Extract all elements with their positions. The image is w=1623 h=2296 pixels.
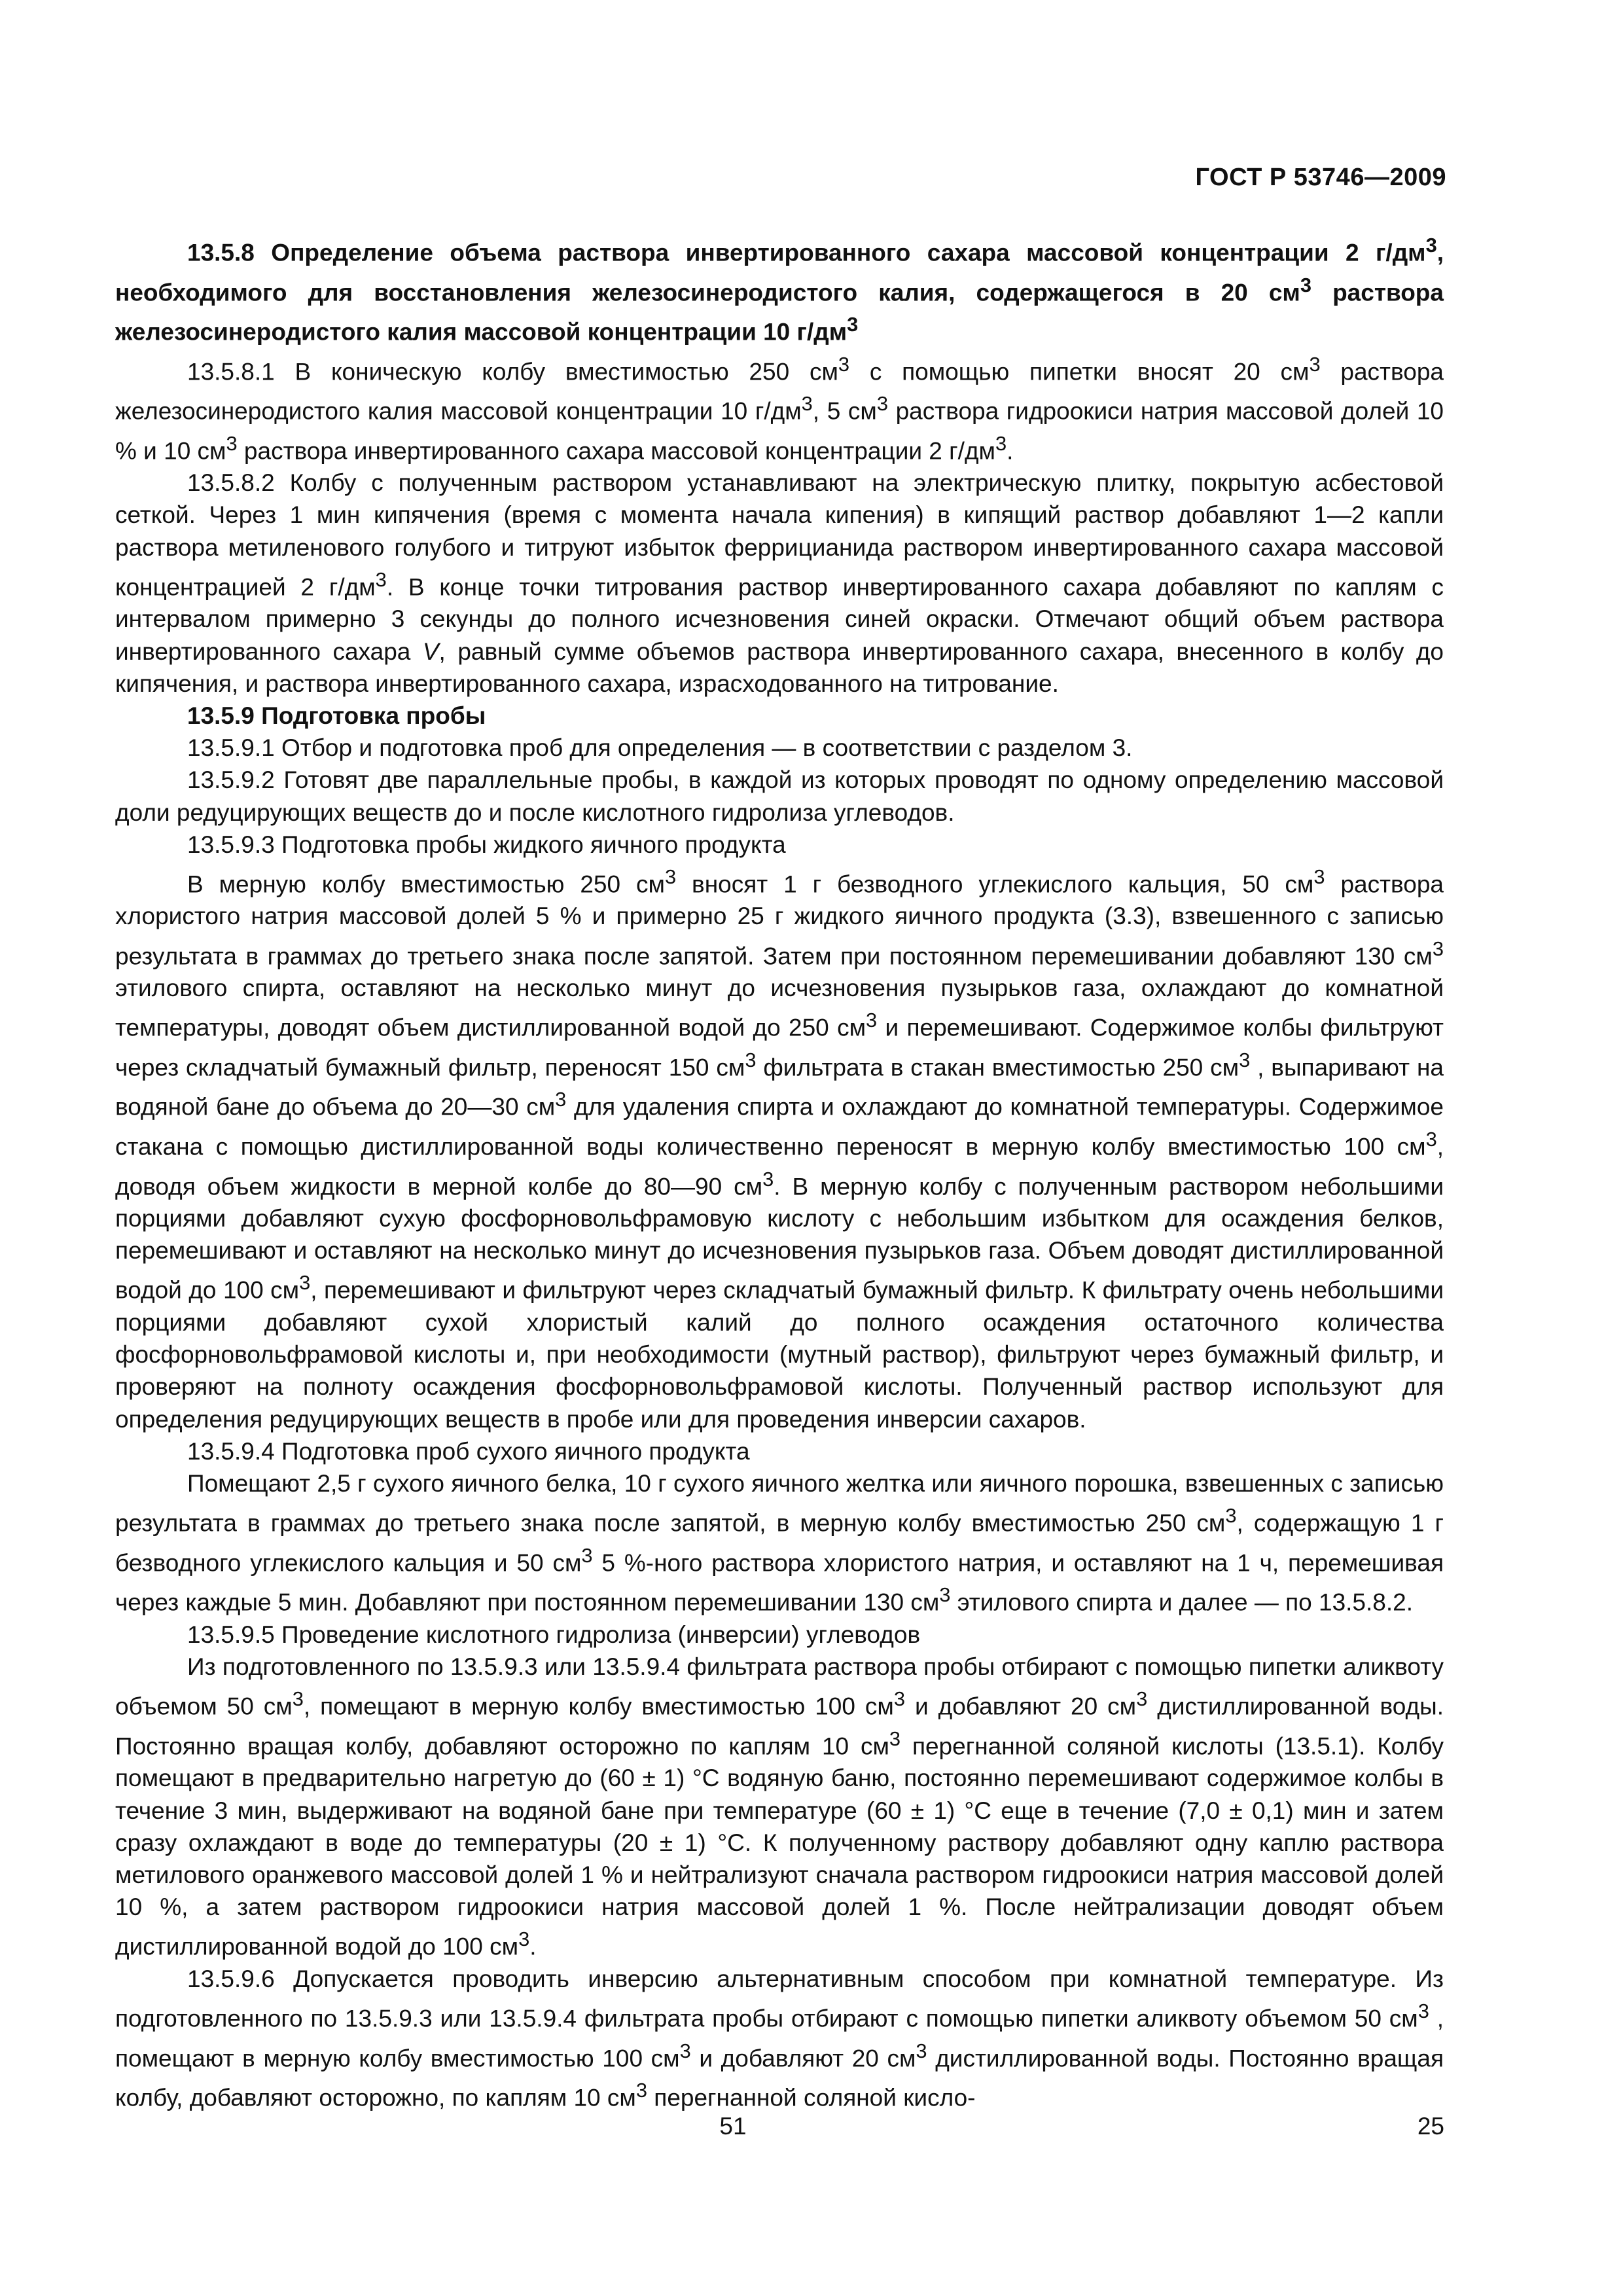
paragraph: 13.5.9.6 Допускается проводить инверсию альтернативным способом при комнатной температуре. Из подготовленного по 13.5.9.3 или 13.5.9.4 фильтрата пробы отбирают с помощью пипетки аликвоту объемом 50 $см^3$ , помещают в мерную колбу вместимостью 100 $см^3$ и добавляют 20 $см^3$ дистиллированной воды. Постоянно вращая колбу, добавляют осторожно, по каплям 10 $см^3$ перегнанной соляной кисло- <box>115 1965 1444 2111</box>
paragraph: 13.5.9.3 Подготовка пробы жидкого яичного продукта <box>187 831 786 858</box>
paragraph: 13.5.9.1 Отбор и подготовка проб для определения — в соответствии с разделом 3. <box>187 734 1133 762</box>
section-heading: 13.5.8 Определение объема раствора инвертированного сахара массовой концентрации 2 $г/дм^3$, необходимого для восстановления железосинеродистого калия, содержащегося в 20 $см^3$ раствора железосинеродистого калия массовой концентрации 10 $г/дм^3$ <box>115 234 1444 346</box>
paragraph: 13.5.8.1 В коническую колбу вместимостью 250 $см^3$ с помощью пипетки вносят 20 $см^3$ раствора железосинеродистого калия массовой концентрации 10 $г/дм^3$, 5 $см^3$ раствора гидроокиси натрия массовой долей 10 % и 10 $см^3$ раствора инвертированного сахара массовой концентрации 2 $г/дм^3$. <box>115 352 1444 464</box>
page-number-center: 51 <box>719 2113 747 2140</box>
paragraph: 13.5.9.4 Подготовка проб сухого яичного продукта <box>187 1437 750 1465</box>
document-body <box>115 229 1444 2114</box>
page-number-right: 25 <box>1417 2113 1444 2140</box>
paragraph: 13.5.9.2 Готовят две параллельные пробы, в каждой из которых проводят по одному определению массовой доли редуцирующих веществ до и после кислотного гидролиза углеводов. <box>115 766 1444 826</box>
section-heading: 13.5.9 Подготовка пробы <box>187 702 486 729</box>
paragraph: В мерную колбу вместимостью 250 $см^3$ вносят 1 г безводного углекислого кальция, 50 $см^3$ раствора хлористого натрия массовой долей 5 % и примерно 25 г жидкого яичного продукта (3.3), взвешенного с записью результата в граммах до третьего знака после запятой. Затем при постоянном перемешивании добавляют 130 $см^3$ этилового спирта, оставляют на несколько минут до исчезновения пузырьков газа, охлаждают до комнатной температуры, доводят объем дистиллированной водой до 250 $см^3$ и перемешивают. Содержимое колбы фильтруют через складчатый бумажный фильтр, переносят 150 $см^3$ фильтрата в стакан вместимостью 250 $см^3$ , выпаривают на водяной бане до объема до 20—30 $см^3$ для удаления спирта и охлаждают до комнатной температуры. Содержимое стакана с помощью дистиллированной воды количественно переносят в мерную колбу вместимостью 100 $см^3$, доводя объем жидкости в мерной колбе до 80—90 $см^3$. В мерную колбу с полученным раствором небольшими порциями добавляют сухую фосфорновольфрамовую кислоту с небольшим избытком для осаждения белков, перемешивают и оставляют на несколько минут до исчезновения пузырьков газа. Объем доводят дистиллированной водой до 100 $см^3$, перемешивают и фильтруют через складчатый бумажный фильтр. К фильтрату очень небольшими порциями добавляют сухой хлористый калий до полного осаждения остаточного количества фосфорновольфрамовой кислоты и, при необходимости (мутный раствор), фильтруют через бумажный фильтр, и проверяют на полноту осаждения фосфорновольфрамовой кислоты. Полученный раствор используют для определения редуцирующих веществ в пробе или для проведения инверсии сахаров. <box>115 865 1444 1433</box>
paragraph: 13.5.8.2 Колбу с полученным раствором устанавливают на электрическую плитку, покрытую асбестовой сеткой. Через 1 мин кипячения (время с момента начала кипения) в кипящий раствор добавляют 1—2 капли раствора метиленового голубого и титруют избыток феррицианида раствором инвертированного сахара массовой концентрацией 2 $г/дм^3$. В конце точки титрования раствор инвертированного сахара добавляют по каплям с интервалом примерно 3 секунды до полного исчезновения синей окраски. Отмечают общий объем раствора инвертированного сахара V, равный сумме объемов раствора инвертированного сахара, внесенного в колбу до кипячения, и раствора инвертированного сахара, израсходованного на титрование. <box>115 469 1444 697</box>
paragraph: 13.5.9.5 Проведение кислотного гидролиза (инверсии) углеводов <box>187 1621 921 1648</box>
paragraph: Помещают 2,5 г сухого яичного белка, 10 г сухого яичного желтка или яичного порошка, взвешенных с записью результата в граммах до третьего знака после запятой, в мерную колбу вместимостью 250 $см^3$, содержащую 1 г безводного углекислого кальция и 50 $см^3$ 5 %-ного раствора хлористого натрия, и оставляют на 1 ч, перемешивая через каждые 5 мин. Добавляют при постоянном перемешивании 130 $см^3$ этилового спирта и далее — по 13.5.8.2. <box>115 1470 1444 1616</box>
document-header: ГОСТ Р 53746—2009 <box>1195 164 1446 191</box>
paragraph: Из подготовленного по 13.5.9.3 или 13.5.9.4 фильтрата раствора пробы отбирают с помощью пипетки аликвоту объемом 50 $см^3$, помещают в мерную колбу вместимостью 100 $см^3$ и добавляют 20 $см^3$ дистиллированной воды. Постоянно вращая колбу, добавляют осторожно по каплям 10 $см^3$ перегнанной соляной кислоты (13.5.1). Колбу помещают в предварительно нагретую до (60 ± 1) °С водяную баню, постоянно перемешивают содержимое колбы в течение 3 мин, выдерживают на водяной бане при температуре (60 ± 1) °С еще в течение (7,0 ± 0,1) мин и затем сразу охлаждают в воде до температуры (20 ± 1) °С. К полученному раствору добавляют одну каплю раствора метилового оранжевого массовой долей 1 % и нейтрализуют сначала раствором гидроокиси натрия массовой долей 10 %, а затем раствором гидроокиси натрия массовой долей 1 %. После нейтрализации доводят объем дистиллированной водой до 100 $см^3$. <box>115 1653 1444 1960</box>
